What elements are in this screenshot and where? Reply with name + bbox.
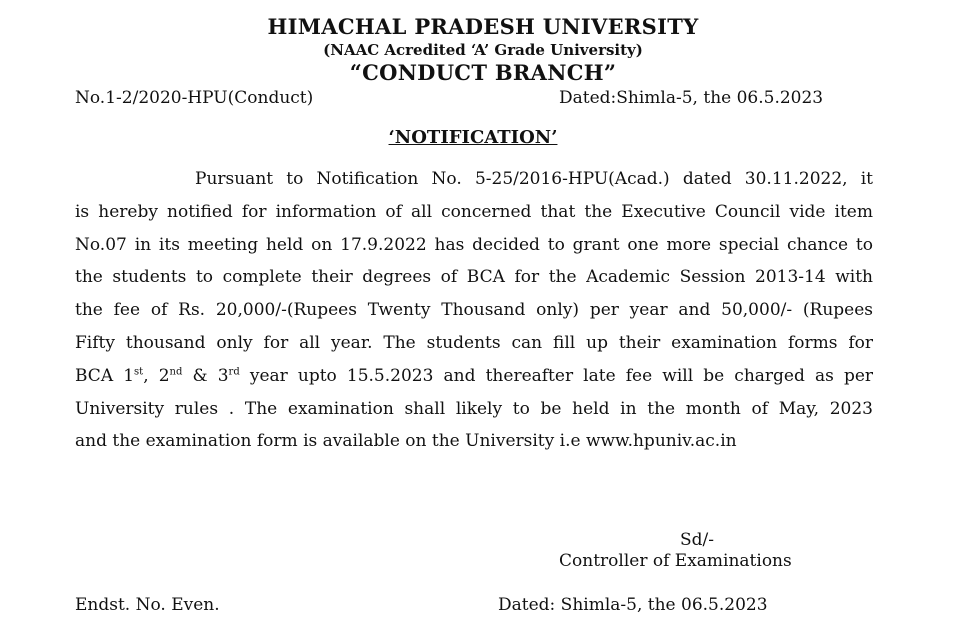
university-title: HIMACHAL PRADESH UNIVERSITY: [267, 14, 699, 39]
accreditation-line: (NAAC Acredited ‘A’ Grade University): [323, 41, 643, 59]
ordinal-suffix: nd: [169, 366, 183, 378]
body-fragment: BCA 1: [75, 365, 135, 386]
body-line: and the examination form is available on the University i.e www.hpuniv.ac.in: [75, 431, 737, 452]
body-line: the students to complete their degrees of BCA for the Academic Session 2013-14 with: [75, 267, 873, 288]
body-fragment: , 2: [143, 365, 170, 386]
body-line: [75, 360, 873, 393]
endorsement-date: Dated: Shimla-5, the 06.5.2023: [498, 595, 768, 615]
body-line: University rules . The examination shall likely to be held in the month of May, 2023: [75, 398, 873, 419]
ordinal-suffix: st: [134, 366, 144, 378]
reference-date: Dated:Shimla-5, the 06.5.2023: [559, 88, 824, 108]
endorsement-number: Endst. No. Even.: [75, 595, 220, 615]
signature-mark: Sd/-: [680, 530, 714, 550]
body-line: is hereby notified for information of all concerned that the Executive Council vide item: [75, 201, 873, 222]
body-line: Pursuant to Notification No. 5-25/2016-HPU(Acad.) dated 30.11.2022, it: [195, 169, 873, 189]
body-line: Fifty thousand only for all year. The students can fill up their examination forms for: [75, 332, 873, 353]
notification-body: [75, 163, 873, 458]
signatory-designation: Controller of Examinations: [559, 551, 792, 571]
notification-title: ‘NOTIFICATION’: [388, 127, 558, 148]
ordinal-suffix: rd: [228, 366, 240, 378]
body-line: No.07 in its meeting held on 17.9.2022 has decided to grant one more special chance to: [75, 234, 873, 255]
body-fragment: & 3: [182, 365, 229, 386]
reference-number: No.1-2/2020-HPU(Conduct): [75, 88, 314, 108]
body-fragment: year upto 15.5.2023 and thereafter late fee will be charged as per: [239, 365, 874, 386]
branch-title: “CONDUCT BRANCH”: [349, 60, 617, 85]
body-line: the fee of Rs. 20,000/-(Rupees Twenty Thousand only) per year and 50,000/- (Rupees: [75, 300, 873, 321]
